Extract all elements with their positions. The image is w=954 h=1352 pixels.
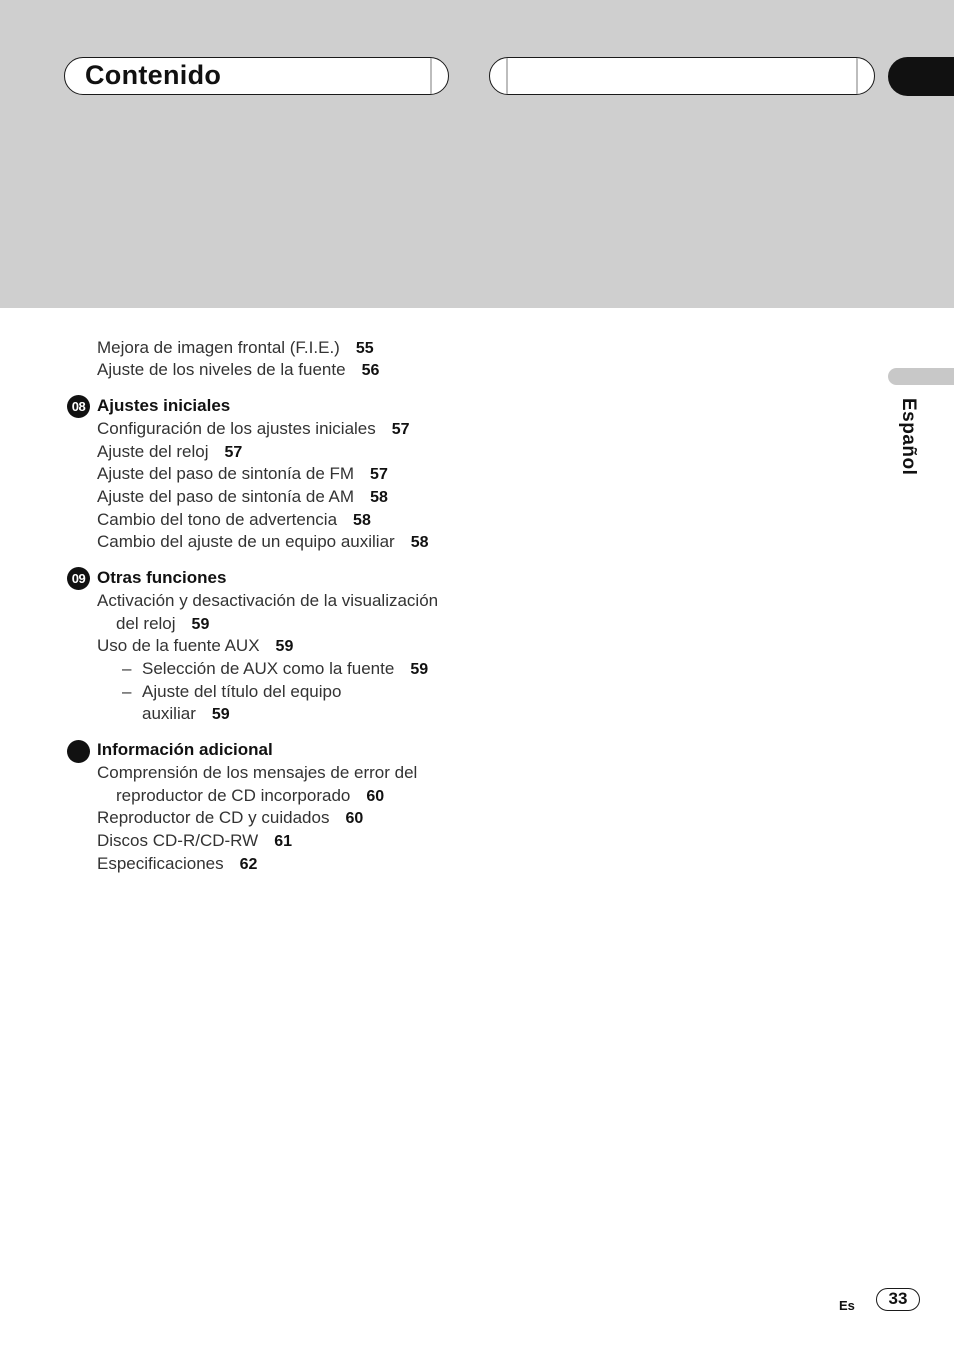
toc-entry-page: 60 <box>366 788 385 805</box>
sub-entry-dash: – <box>122 659 132 678</box>
toc-entry-page: 61 <box>274 833 292 850</box>
black-edge-tab <box>888 57 954 96</box>
toc-entry-page: 57 <box>370 466 388 483</box>
toc-entry[interactable] <box>97 419 410 440</box>
toc-entry-line1[interactable] <box>97 591 438 611</box>
toc-sub-entry[interactable] <box>142 659 428 680</box>
toc-sub-entry-line2[interactable] <box>142 704 230 725</box>
toc-entry-line1[interactable] <box>97 763 417 783</box>
toc-entry[interactable] <box>97 532 429 553</box>
title-bar-divider <box>430 58 432 94</box>
blank-bar-divider-left <box>506 58 508 94</box>
language-tab <box>888 368 954 385</box>
toc-entry-page: 59 <box>410 661 429 678</box>
toc-entry-page: 59 <box>275 638 294 655</box>
toc-entry[interactable] <box>97 808 363 829</box>
page-title: Contenido <box>85 60 222 90</box>
toc-entry-line2[interactable] <box>116 614 209 635</box>
toc-entry-text: Uso de la fuente AUX <box>97 636 260 655</box>
toc-entry[interactable] <box>97 360 379 381</box>
toc-entry[interactable] <box>97 636 293 657</box>
footer-page-number: 33 <box>876 1288 920 1311</box>
blank-header-bar <box>489 57 875 95</box>
section-title[interactable]: Información adicional <box>97 740 273 759</box>
toc-entry-text: Ajuste del título del equipo <box>142 682 342 701</box>
toc-entry-page: 56 <box>361 362 380 379</box>
section-title[interactable]: Ajustes iniciales <box>97 396 231 415</box>
section-number-badge: 09 <box>67 567 90 590</box>
toc-entry[interactable] <box>97 338 374 359</box>
section-number-badge: 08 <box>67 395 90 418</box>
toc-entry-text: Activación y desactivación de la visualización <box>97 591 439 610</box>
toc-entry-text: Cambio del tono de advertencia <box>97 510 338 529</box>
toc-entry-text: Mejora de imagen frontal (F.I.E.) <box>97 338 340 357</box>
sub-entry-dash: – <box>122 682 132 701</box>
section-number-badge <box>67 740 90 763</box>
toc-entry[interactable] <box>97 442 242 463</box>
toc-entry-text: Ajuste del reloj <box>97 442 209 461</box>
toc-entry-page: 59 <box>191 616 210 633</box>
toc-entry-text: Ajuste del paso de sintonía de AM <box>97 487 355 506</box>
toc-entry-page: 62 <box>239 856 258 873</box>
toc-entry-text: Configuración de los ajustes iniciales <box>97 419 376 438</box>
section-title[interactable]: Otras funciones <box>97 568 227 587</box>
toc-entry-text: Ajuste de los niveles de la fuente <box>97 360 346 379</box>
toc-entry-text: auxiliar <box>142 704 196 723</box>
toc-entry[interactable] <box>97 510 371 531</box>
toc-entry-text: Especificaciones <box>97 854 224 873</box>
footer-language-code: Es <box>839 1298 855 1313</box>
toc-entry[interactable] <box>97 854 257 875</box>
toc-entry-page: 60 <box>345 810 364 827</box>
toc-entry-line2[interactable] <box>116 786 384 807</box>
language-label: Español <box>898 398 919 476</box>
toc-entry-text: Cambio del ajuste de un equipo auxiliar <box>97 532 395 551</box>
toc-entry-page: 57 <box>224 444 243 461</box>
toc-entry-text: Selección de AUX como la fuente <box>142 659 395 678</box>
toc-entry-page: 57 <box>391 421 410 438</box>
blank-bar-divider-right <box>856 58 858 94</box>
toc-entry[interactable] <box>97 464 388 485</box>
toc-entry-text: reproductor de CD incorporado <box>116 786 351 805</box>
toc-entry-text: del reloj <box>116 614 176 633</box>
toc-entry-page: 58 <box>370 489 388 506</box>
toc-entry-text: Comprensión de los mensajes de error del <box>97 763 418 782</box>
toc-entry-page: 55 <box>355 340 374 357</box>
toc-entry-page: 58 <box>353 512 371 529</box>
toc-entry-page: 58 <box>410 534 429 551</box>
toc-entry[interactable] <box>97 831 292 852</box>
toc-entry-text: Discos CD-R/CD-RW <box>97 831 259 850</box>
toc-sub-entry-line1[interactable] <box>142 682 341 702</box>
toc-entry-text: Ajuste del paso de sintonía de FM <box>97 464 355 483</box>
toc-entry-page: 59 <box>211 706 230 723</box>
title-bar <box>64 57 449 95</box>
toc-entry-text: Reproductor de CD y cuidados <box>97 808 330 827</box>
toc-entry[interactable] <box>97 487 388 508</box>
header-band <box>0 0 954 308</box>
